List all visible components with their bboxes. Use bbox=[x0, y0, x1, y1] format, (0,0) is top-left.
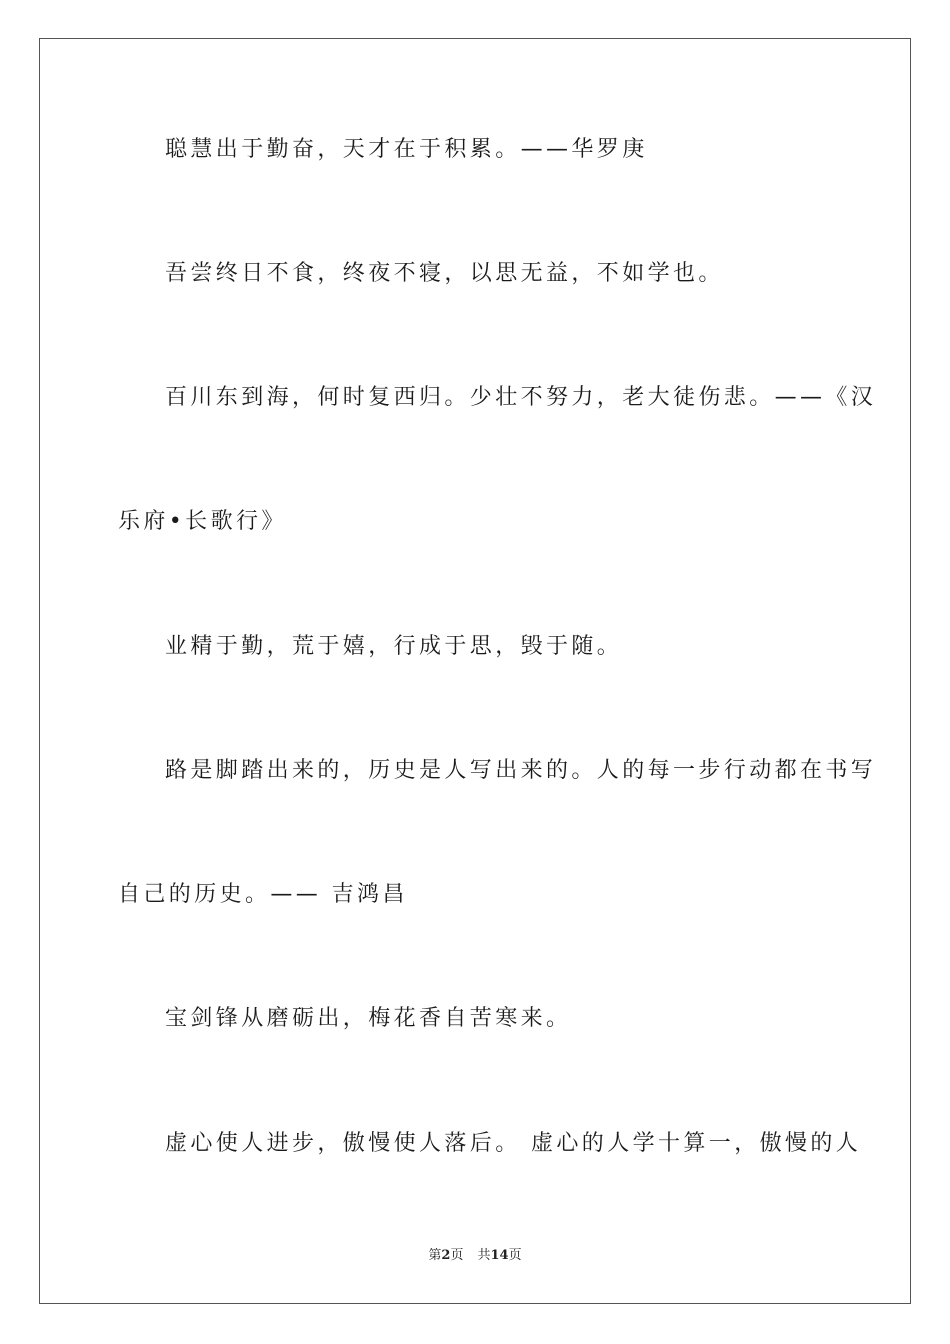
text-line-7: 自己的历史。—— 吉鸿昌 bbox=[118, 882, 408, 907]
total-suffix: 页 bbox=[508, 1248, 522, 1263]
page-prefix: 第 bbox=[428, 1248, 442, 1263]
total-prefix: 共 bbox=[477, 1248, 491, 1263]
text-line-1: 聪慧出于勤奋，天才在于积累。——华罗庚 bbox=[165, 137, 648, 162]
text-line-9: 虚心使人进步，傲慢使人落后。 虚心的人学十算一，傲慢的人 bbox=[165, 1131, 862, 1156]
text-line-8: 宝剑锋从磨砺出，梅花香自苦寒来。 bbox=[165, 1006, 572, 1031]
page-border bbox=[39, 38, 911, 1304]
text-line-6: 路是脚踏出来的，历史是人写出来的。人的每一步行动都在书写 bbox=[165, 758, 877, 783]
total-pages: 14 bbox=[490, 1248, 509, 1263]
text-line-4: 乐府•长歌行》 bbox=[118, 509, 287, 534]
page-footer bbox=[0, 1247, 950, 1265]
text-line-3: 百川东到海，何时复西归。少壮不努力，老大徒伤悲。——《汉 bbox=[165, 385, 877, 410]
text-line-2: 吾尝终日不食，终夜不寝，以思无益，不如学也。 bbox=[165, 261, 724, 286]
page-number: 2 bbox=[441, 1248, 451, 1263]
page-suffix: 页 bbox=[450, 1248, 464, 1263]
text-line-5: 业精于勤，荒于嬉，行成于思，毁于随。 bbox=[165, 634, 623, 659]
